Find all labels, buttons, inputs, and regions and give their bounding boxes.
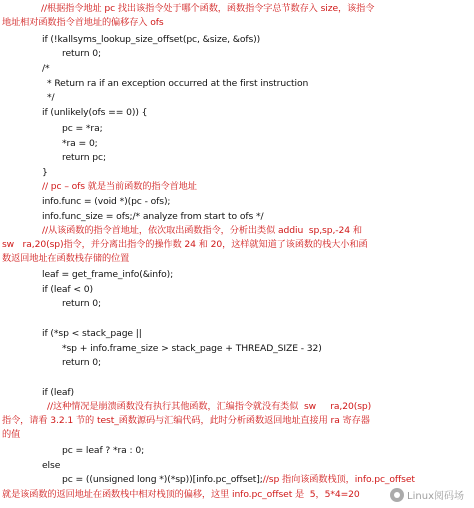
code-line: leaf = get_frame_info(&info); [42,269,174,280]
code-line: * Return ra if an exception occurred at the first instruction [47,78,309,89]
code-line: return 0; [62,298,102,309]
watermark-text: Linux阅码场 [407,491,464,502]
code-line: info.func = (void *)(pc - ofs); [42,196,171,207]
code-line: } [42,167,48,178]
comment-line: 就是该函数的返回地址在函数栈中相对栈顶的偏移，这里 info.pc_offset 是 5，5*4=20 [2,489,360,500]
comment-line: //这种情况是崩溃函数没有执行其他函数，汇编指令就没有类似 sw ra,20(sp) [47,401,372,412]
code-line: return 0; [62,357,102,368]
code-line: pc = *ra; [62,123,103,134]
code-line: return 0; [62,48,102,59]
code-line [62,473,415,486]
code-line: if (*sp < stack_page || [42,328,142,339]
code-part: pc = ((unsigned long *)(*sp))[info.pc_offset]; [62,474,263,485]
code-line: pc = leaf ? *ra : 0; [62,445,145,456]
comment-line: // pc – ofs 就是当前函数的指令首地址 [42,181,197,192]
comment-line: 指令，请看 3.2.1 节的 test_函数源码与汇编代码，此时分析函数返回地址直接用 ra 寄存器 [2,415,370,426]
code-line: if (!kallsyms_lookup_size_offset(pc, &size, &ofs)) [42,34,261,45]
code-line: if (unlikely(ofs == 0)) { [42,107,148,118]
comment-line: //从该函数的指令首地址，依次取出函数指令，分析出类似 addiu sp,sp,-24 和 [42,225,362,236]
code-line: if (leaf) [42,387,75,398]
watermark [390,487,464,502]
code-line: info.func_size = ofs;/* analyze from start to ofs */ [42,211,264,222]
code-line: *sp + info.frame_size > stack_page + THREAD_SIZE - 32) [62,343,322,354]
code-line: /* [42,63,50,74]
code-line: *ra = 0; [62,138,98,149]
code-line: else [42,460,61,471]
code-segment [62,474,415,485]
comment-line: 地址相对函数指令首地址的偏移存入 ofs [2,17,164,28]
comment-line: sw ra,20(sp)指令，并分离出指令的操作数 24 和 20，这样就知道了该函数的栈大小和函 [2,239,368,250]
code-line: if (leaf < 0) [42,284,94,295]
code-line: */ [47,92,55,103]
code-line: return pc; [62,152,106,163]
comment-line: 的值 [2,429,21,440]
wechat-icon [390,488,404,502]
comment-part: //sp 指向该函数栈顶，info.pc_offset [262,474,415,485]
comment-line: 数返回地址在函数栈存储的位置 [2,253,130,264]
comment-line: //根据指令地址 pc 找出该指令处于哪个函数，函数指令字总节数存入 size，该指令 [41,3,375,14]
